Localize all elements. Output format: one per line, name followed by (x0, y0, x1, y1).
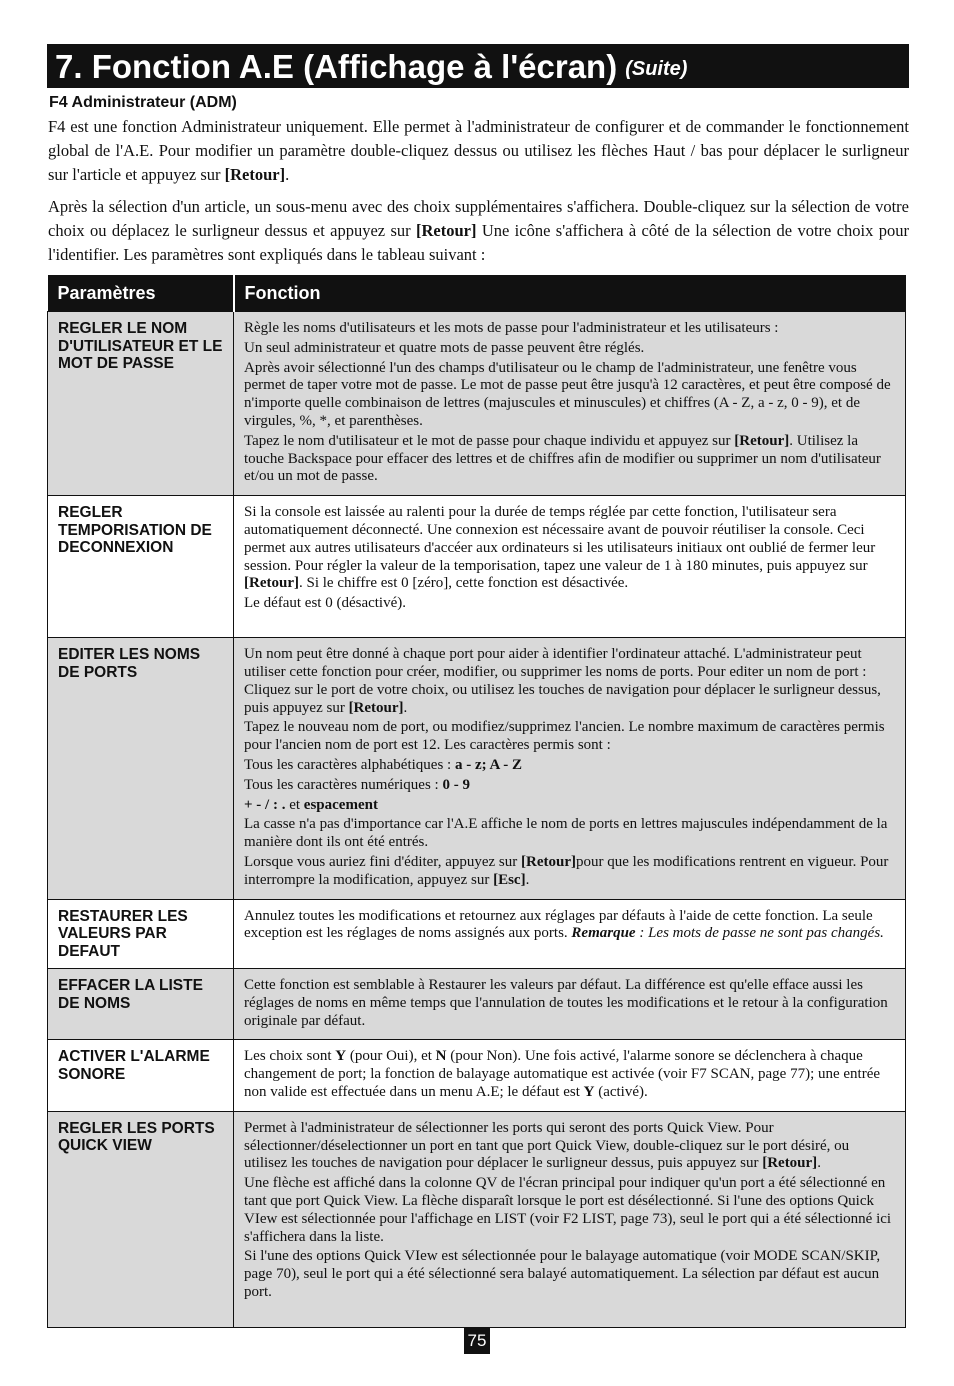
table-row (48, 969, 906, 1040)
page-title: 7. Fonction A.E (Affichage à l'écran) (55, 48, 618, 85)
param-name: REGLER LES PORTS QUICK VIEW (48, 1111, 234, 1327)
table-row (48, 496, 906, 638)
document-page (47, 44, 909, 1328)
table-row (48, 1111, 906, 1327)
table-row (48, 1040, 906, 1111)
param-description: Les choix sont Y (pour Oui), et N (pour Non). Une fois activé, l'alarme sonore se déclenchera à chaque changement de port; la fonction de balayage automatique est activée (voir F7 SCAN, page 77); une entrée non valide est effectuée dans un menu A.E; le défaut est Y (activé). (234, 1040, 906, 1111)
param-name: REGLER LE NOM D'UTILISATEUR ET LE MOT DE PASSE (48, 312, 234, 496)
table-row (48, 899, 906, 969)
intro-paragraph-1: F4 est une fonction Administrateur uniquement. Elle permet à l'administrateur de configurer et de commander le fonctionnement global de l'A.E. Pour modifier un paramètre double-cliquez dessus ou utilisez les flèches Haut / bas pour déplacer le surligneur sur l'article et appuyez sur [Retour]. (48, 117, 909, 184)
param-name: EDITER LES NOMS DE PORTS (48, 638, 234, 899)
param-description: Si la console est laissée au ralenti pour la durée de temps réglée par cette fonction, l'utilisateur sera automatiquement déconnecté. Une connexion est nécessaire avant de pouvoir réutiliser la console. Ceci permet aux autres utilisateurs d'accéer aux ordinateurs si les utilisateurs initiaux ont oublié de fermer leur session. Pour régler la valeur de la temporisation, tapez une valeur de 1 à 180 minutes, puis appuyez sur [Retour]. Si le chiffre est 0 [zéro], cette fonction est désactivée. Le défaut est 0 (désactivé). (234, 496, 906, 638)
intro-paragraph-2: Après la sélection d'un article, un sous-menu avec des choix supplémentaires s'affichera. Double-cliquez sur la sélection de votre choix ou déplacez le surligneur dessus et appuyez sur [Retour] Une icône s'affichera à côté de la sélection de votre choix pour l'identifier. Les paramètres sont expliqués dans le tableau suivant : (48, 197, 909, 264)
page-number: 75 (464, 1327, 490, 1354)
param-description: Cette fonction est semblable à Restaurer les valeurs par défaut. La différence est qu'elle efface aussi les réglages de noms en même temps que l'annulation de toutes les modifications et le retour à la configuration originale par défaut. (234, 969, 906, 1040)
param-description: Annulez toutes les modifications et retournez aux réglages par défauts à l'aide de cette fonction. La seule exception est les réglages de noms assignés aux ports. Remarque : Les mots de passe ne sont pas changés. (234, 899, 906, 969)
param-name: RESTAURER LES VALEURS PAR DEFAUT (48, 899, 234, 969)
header-fonction: Fonction (234, 275, 906, 312)
param-description: Permet à l'administrateur de sélectionner les ports qui seront des ports Quick View. Pour sélectionner/déselectionner un port en tant que port Quick View, double-cliquez sur le port désiré, ou utilisez les touches de navigation pour déplacer le surligneur dessus, puis appuyez sur [Retour]. Une flèche est affiché dans la colonne QV de l'écran principal pour indiquer qu'un port a été sélectionné en tant que port Quick View. La flèche disparaît lorsque le port est désélectionné. Si l'une des options Quick VIew est sélectionnée pour l'affichage en LIST (voir F2 LIST, page 73), seul le port qui a été sélectionné ici s'affichera dans la liste. Si l'une des options Quick VIew est sélectionnée pour le balayage automatique (voir MODE SCAN/SKIP, page 70), seul le port qui a été sélectionné sera balayé automatiquement. La sélection par défaut est aucun port. (234, 1111, 906, 1327)
param-name: ACTIVER L'ALARME SONORE (48, 1040, 234, 1111)
param-name: REGLER TEMPORISATION DE DECONNEXION (48, 496, 234, 638)
title-suite: (Suite) (625, 58, 688, 80)
header-parametres: Paramètres (48, 275, 234, 312)
table-row (48, 312, 906, 496)
title-bar (47, 44, 909, 88)
table-row (48, 638, 906, 899)
param-description: Règle les noms d'utilisateurs et les mots de passe pour l'administrateur et les utilisateurs : Un seul administrateur et quatre mots de passe peuvent être réglés. Après avoir sélectionné l'un des champs d'utilisateur ou le champ de l'administrateur, une fenêtre vous permet de taper votre mot de passe. Le mot de passe peut être jusqu'à 12 caractères, et peut être composé de n'importe quelle combinaison de lettres (majuscules et minuscules) et chiffres (A - Z, a - z, 0 - 9), et de virgules, %, *, et parenthèses. Tapez le nom d'utilisateur et le mot de passe pour chaque individu et appuyez sur [Retour]. Utilisez la touche Backspace pour effacer des lettres et de chiffres afin de modifier ou supprimer un nom d'utilisateur et/ou un mot de passe. (234, 312, 906, 496)
parameters-table (47, 275, 906, 1328)
param-name: EFFACER LA LISTE DE NOMS (48, 969, 234, 1040)
section-heading: F4 Administrateur (ADM) (49, 94, 237, 111)
table-header-row (48, 275, 906, 312)
param-description: Un nom peut être donné à chaque port pour aider à identifier l'ordinateur attaché. L'administrateur peut utiliser cette fonction pour créer, modifier, ou supprimer les noms de ports. Pour editer un nom de port : Cliquez sur le port de votre choix, ou utilisez les touches de navigation pour déplacer le surligneur dessus, puis appuyez sur [Retour]. Tapez le nouveau nom de port, ou modifiez/supprimez l'ancien. Le nombre maximum de caractères permis pour l'ancien nom de port est 12. Les caractères permis sont : Tous les caractères alphabétiques : a - z; A - Z Tous les caractères numériques : 0 - 9 + - / : . et espacement La casse n'a pas d'importance car l'A.E affiche le nom de ports en lettres majuscules indépendamment de la manière dont ils ont été entrés. Lorsque vous auriez fini d'éditer, appuyez sur [Retour]pour que les modifications rentrent en vigueur. Pour interrompre la modification, appuyez sur [Esc]. (234, 638, 906, 899)
